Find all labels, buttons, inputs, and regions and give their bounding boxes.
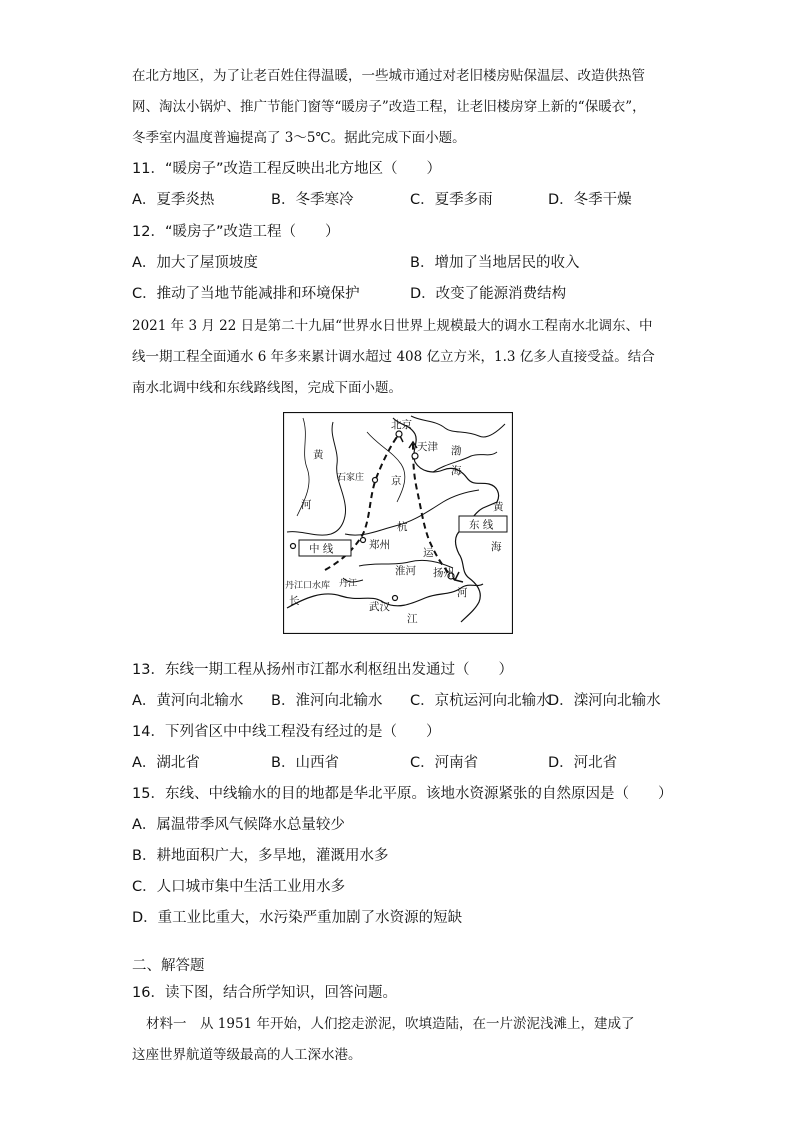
option-a: A．黄河向北输水 bbox=[132, 693, 244, 709]
material-paragraph-line: 材料一 从 1951 年开始，人们挖走淤泥，吹填造陆，在一片淤泥浅滩上，建成了 bbox=[146, 1016, 635, 1032]
option-c: C．人口城市集中生活工业用水多 bbox=[132, 879, 346, 895]
label-huang-river-1: 黄 bbox=[313, 449, 324, 461]
city-dot bbox=[361, 538, 366, 543]
city-dot bbox=[412, 453, 418, 459]
material-paragraph-line: 这座世界航道等级最高的人工深水港。 bbox=[132, 1047, 362, 1063]
question-13-stem: 13．东线一期工程从扬州市江都水利枢纽出发通过（ ） bbox=[132, 662, 513, 678]
label-beijing: 北京 bbox=[391, 419, 412, 431]
question-14-options bbox=[132, 753, 692, 773]
label-hang: 杭 bbox=[397, 521, 408, 533]
south-north-water-diversion-map bbox=[283, 412, 513, 634]
label-wuhan: 武汉 bbox=[369, 601, 390, 613]
option-c: C．京杭运河向北输水 bbox=[410, 693, 551, 709]
label-yellow-sea-2: 海 bbox=[491, 541, 502, 553]
label-shijiazhuang: 石家庄 bbox=[337, 473, 365, 483]
label-hai: 海 bbox=[451, 465, 462, 477]
option-d: D．冬季干燥 bbox=[548, 192, 632, 208]
intro-paragraph-line: 在北方地区，为了让老百姓住得温暖，一些城市通过对老旧楼房贴保温层、改造供热管 bbox=[132, 68, 645, 84]
option-d: D．重工业比重大，水污染严重加剧了水资源的短缺 bbox=[132, 910, 463, 926]
intro-paragraph-line: 2021 年 3 月 22 日是第二十九届“世界水日世界上规模最大的调水工程南水北调东、中 bbox=[132, 318, 653, 334]
question-12-options-row2 bbox=[132, 284, 692, 304]
label-jing: 京 bbox=[391, 475, 402, 487]
label-yangzhou: 扬州 bbox=[433, 567, 454, 579]
option-a: A．湖北省 bbox=[132, 755, 200, 771]
label-chang: 长 bbox=[289, 595, 300, 607]
question-11-stem: 11．“暖房子”改造工程反映出北方地区（ ） bbox=[132, 161, 441, 177]
option-b: B．冬季寒冷 bbox=[271, 192, 354, 208]
question-12-stem: 12．“暖房子”改造工程（ ） bbox=[132, 224, 340, 240]
option-b: B．淮河向北输水 bbox=[271, 693, 383, 709]
question-13-options bbox=[132, 691, 692, 711]
question-15-stem: 15．东线、中线输水的目的地都是华北平原。该地水资源紧张的自然原因是（ ） bbox=[132, 786, 673, 802]
label-he: 河 bbox=[457, 587, 468, 599]
label-danjiangkou-reservoir: 丹江口水库 bbox=[285, 581, 331, 591]
option-a: A．加大了屋顶坡度 bbox=[132, 255, 258, 271]
option-a: A．属温带季风气候降水总量较少 bbox=[132, 817, 345, 833]
option-c: C．推动了当地节能减排和环境保护 bbox=[132, 286, 360, 302]
option-a: A．夏季炎热 bbox=[132, 192, 215, 208]
label-zhengzhou: 郑州 bbox=[369, 539, 390, 551]
option-c: C．夏季多雨 bbox=[410, 192, 493, 208]
city-dot bbox=[373, 478, 378, 483]
option-d: D．改变了能源消费结构 bbox=[410, 286, 567, 302]
city-dot bbox=[393, 596, 398, 601]
option-b: B．耕地面积广大，多旱地，灌溉用水多 bbox=[132, 848, 389, 864]
section-heading: 二、解答题 bbox=[132, 958, 205, 974]
label-danjiang: 丹江 bbox=[339, 579, 358, 589]
option-d: D．河北省 bbox=[548, 755, 618, 771]
city-dot bbox=[291, 544, 296, 549]
label-yellow-sea-1: 黄 bbox=[493, 501, 504, 513]
intro-paragraph-line: 南水北调中线和东线路线图，完成下面小题。 bbox=[132, 380, 402, 396]
label-tianjin: 天津 bbox=[417, 441, 438, 453]
question-12-options-row1 bbox=[132, 253, 692, 273]
option-b: B．增加了当地居民的收入 bbox=[410, 255, 580, 271]
label-east-line: 东 线 bbox=[469, 519, 494, 531]
label-middle-line: 中 线 bbox=[309, 543, 334, 555]
label-yun: 运 bbox=[423, 547, 434, 559]
question-16-stem: 16．读下图，结合所学知识，回答问题。 bbox=[132, 985, 397, 1001]
option-b: B．山西省 bbox=[271, 755, 339, 771]
intro-paragraph-line: 网、淘汰小锅炉、推广节能门窗等“暖房子”改造工程，让老旧楼房穿上新的“保暖衣”， bbox=[132, 99, 646, 115]
option-c: C．河南省 bbox=[410, 755, 479, 771]
question-11-options bbox=[132, 190, 692, 210]
intro-paragraph-line: 冬季室内温度普遍提高了 3～5℃。据此完成下面小题。 bbox=[132, 130, 466, 146]
question-14-stem: 14．下列省区中中线工程没有经过的是（ ） bbox=[132, 724, 441, 740]
label-bo: 渤 bbox=[451, 445, 462, 457]
intro-paragraph-line: 线一期工程全面通水 6 年多来累计调水超过 408 亿立方米，1.3 亿多人直接受益。结合 bbox=[132, 349, 655, 365]
city-dot bbox=[396, 431, 402, 437]
label-jiang: 江 bbox=[407, 613, 418, 625]
map-figure bbox=[283, 412, 513, 634]
label-huang-river-2: 河 bbox=[301, 499, 312, 511]
label-huaihe: 淮河 bbox=[395, 565, 416, 577]
option-d: D．滦河向北输水 bbox=[548, 693, 661, 709]
